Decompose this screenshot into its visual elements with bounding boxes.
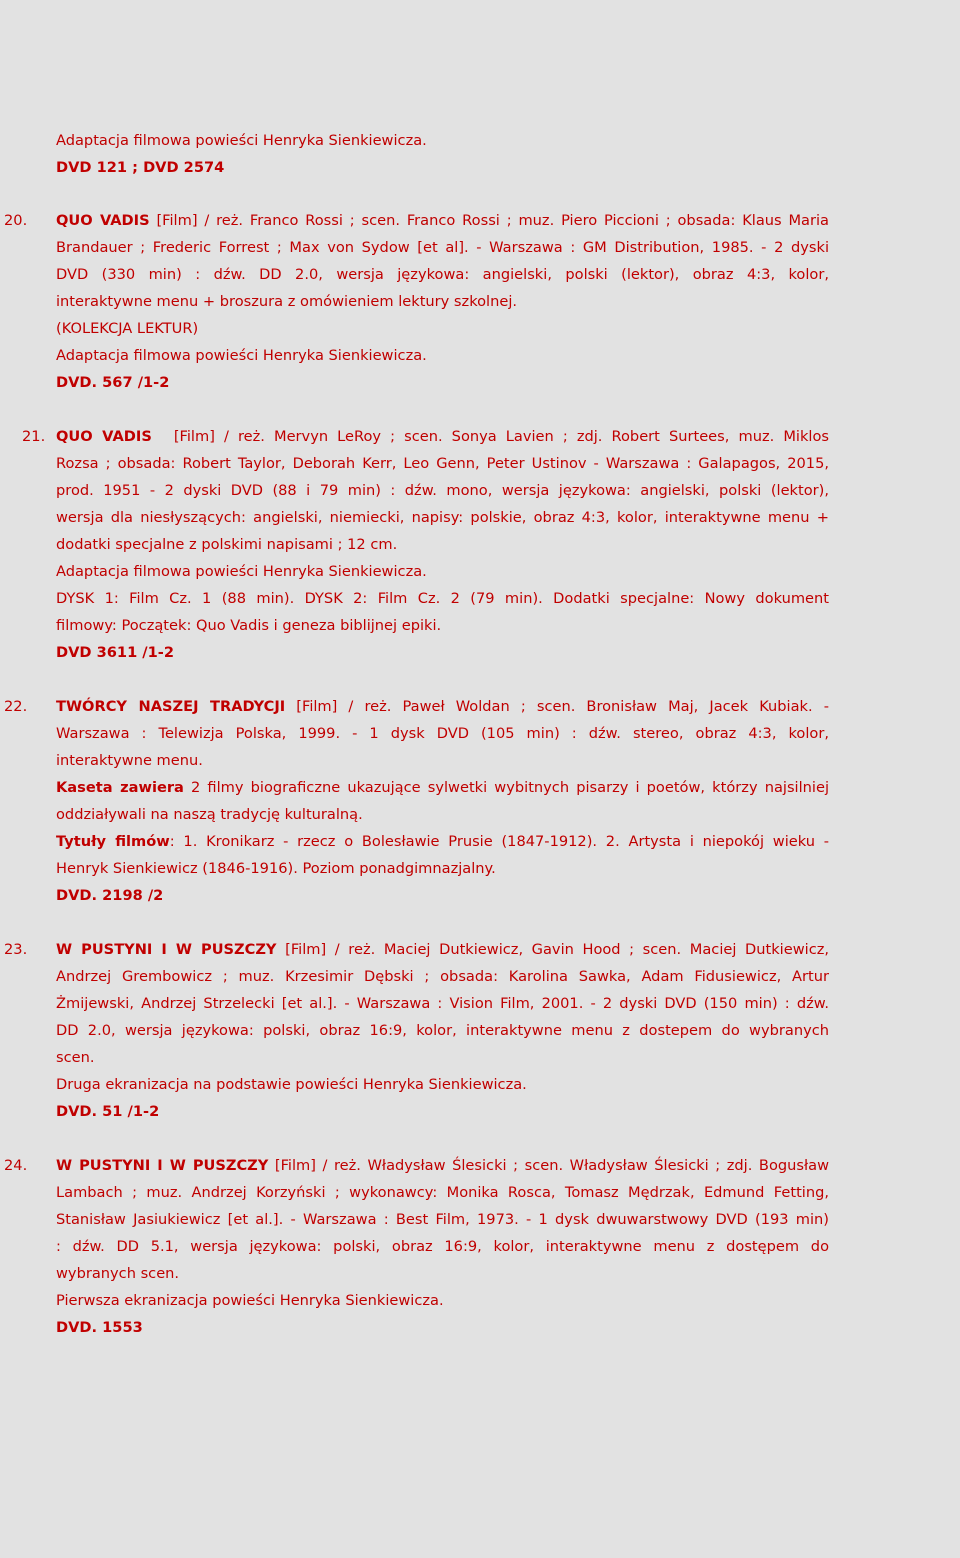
entry-note: Adaptacja filmowa powieści Henryka Sienkiewicza. xyxy=(56,347,427,364)
intro-note: Adaptacja filmowa powieści Henryka Sienkiewicza. xyxy=(56,132,427,149)
entry-line: Warszawa : Telewizja Polska, 1999. - 1 dysk DVD (105 min) : dźw. stereo, obraz 4:3, kolor, xyxy=(56,725,829,742)
entry-number: 20. xyxy=(4,212,28,229)
entry-line: Kaseta zawiera 2 filmy biograficzne ukazujące sylwetki wybitnych pisarzy i poetów, którzy najsilniej xyxy=(56,779,829,796)
intro-call-number: DVD 121 ; DVD 2574 xyxy=(56,159,225,176)
entry-line: Lambach ; muz. Andrzej Korzyński ; wykonawcy: Monika Rosca, Tomasz Mędrzak, Edmund Fetting, xyxy=(56,1184,829,1201)
entry-line: Henryk Sienkiewicz (1846-1916). Poziom ponadgimnazjalny. xyxy=(56,860,496,877)
entry-line: DYSK 1: Film Cz. 1 (88 min). DYSK 2: Film Cz. 2 (79 min). Dodatki specjalne: Nowy dokument xyxy=(56,590,829,607)
entry-title: QUO VADIS xyxy=(56,428,152,445)
entry-line: QUO VADIS [Film] / reż. Franco Rossi ; scen. Franco Rossi ; muz. Piero Piccioni ; obsada: Klaus Maria xyxy=(56,212,830,229)
entry-number: 23. xyxy=(4,941,28,958)
entry-number: 24. xyxy=(4,1157,28,1174)
entry-line: QUO VADIS [Film] / reż. Mervyn LeRoy ; scen. Sonya Lavien ; zdj. Robert Surtees, muz. Miklos xyxy=(56,428,830,445)
entry-line: Rozsa ; obsada: Robert Taylor, Deborah Kerr, Leo Genn, Peter Ustinov - Warszawa : Galapagos, 2015, xyxy=(56,455,829,472)
call-number: DVD. 2198 /2 xyxy=(56,887,164,904)
entry-line: prod. 1951 - 2 dyski DVD (88 i 79 min) : dźw. mono, wersja językowa: angielski, polski (lektor), xyxy=(56,482,829,499)
entry-line: wybranych scen. xyxy=(56,1265,180,1282)
titles-label: Tytuły filmów xyxy=(56,833,170,850)
entry-line: scen. xyxy=(56,1049,95,1066)
entry-line: Żmijewski, Andrzej Strzelecki [et al.]. - Warszawa : Vision Film, 2001. - 2 dyski DVD (150 min) : dźw. xyxy=(56,995,829,1012)
entry-line: DVD (330 min) : dźw. DD 2.0, wersja językowa: angielski, polski (lektor), obraz 4:3, kolor, xyxy=(56,266,829,283)
entry-line: interaktywne menu + broszura z omówieniem lektury szkolnej. xyxy=(56,293,518,310)
entry-title: QUO VADIS xyxy=(56,212,150,229)
entry-line: filmowy: Początek: Quo Vadis i geneza biblijnej epiki. xyxy=(56,617,442,634)
entry-line: interaktywne menu. xyxy=(56,752,203,769)
entry-note: Pierwsza ekranizacja powieści Henryka Sienkiewicza. xyxy=(56,1292,444,1309)
contents-label: Kaseta zawiera xyxy=(56,779,184,796)
entry-line: W PUSTYNI I W PUSZCZY [Film] / reż. Władysław Ślesicki ; scen. Władysław Ślesicki ; zdj. Bogusław xyxy=(56,1157,830,1174)
entry-title: W PUSTYNI I W PUSZCZY xyxy=(56,941,277,958)
call-number: DVD. 51 /1-2 xyxy=(56,1103,160,1120)
entry-line: TWÓRCY NASZEJ TRADYCJI [Film] / reż. Paweł Woldan ; scen. Bronisław Maj, Jacek Kubiak. - xyxy=(56,698,829,715)
entry-line: Stanisław Jasiukiewicz [et al.]. - Warszawa : Best Film, 1973. - 1 dysk dwuwarstwowy DVD (193 min) xyxy=(56,1211,829,1228)
entry-line: : dźw. DD 5.1, wersja językowa: polski, obraz 16:9, kolor, interaktywne menu z dostępem do xyxy=(56,1238,829,1255)
call-number: DVD. 1553 xyxy=(56,1319,143,1336)
entry-line: Andrzej Grembowicz ; muz. Krzesimir Dębski ; obsada: Karolina Sawka, Adam Fidusiewicz, Artur xyxy=(56,968,829,985)
entry-title: TWÓRCY NASZEJ TRADYCJI xyxy=(56,698,286,715)
entry-line: W PUSTYNI I W PUSZCZY [Film] / reż. Maciej Dutkiewicz, Gavin Hood ; scen. Maciej Dutkiewicz, xyxy=(56,941,830,958)
entry-line: oddziaływali na naszą tradycję kulturalną. xyxy=(56,806,363,823)
entry-line: Brandauer ; Frederic Forrest ; Max von Sydow [et al]. - Warszawa : GM Distribution, 1985. - 2 dyski xyxy=(56,239,829,256)
entry-number: 22. xyxy=(4,698,28,715)
call-number: DVD 3611 /1-2 xyxy=(56,644,174,661)
call-number: DVD. 567 /1-2 xyxy=(56,374,170,391)
entry-line: dodatki specjalne z polskimi napisami ; 12 cm. xyxy=(56,536,398,553)
entry-line: Tytuły filmów: 1. Kronikarz - rzecz o Bolesławie Prusie (1847-1912). 2. Artysta i niepokój wieku - xyxy=(56,833,829,850)
entry-line: DD 2.0, wersja językowa: polski, obraz 16:9, kolor, interaktywne menu z dostepem do wybranych xyxy=(56,1022,829,1039)
entry-line: wersja dla niesłyszących: angielski, niemiecki, napisy: polskie, obraz 4:3, kolor, interaktywne menu + xyxy=(56,509,829,526)
entry-note: Druga ekranizacja na podstawie powieści Henryka Sienkiewicza. xyxy=(56,1076,527,1093)
entry-note: Adaptacja filmowa powieści Henryka Sienkiewicza. xyxy=(56,563,427,580)
entry-title: W PUSTYNI I W PUSZCZY xyxy=(56,1157,269,1174)
entry-number: 21. xyxy=(22,428,46,445)
series-note: (KOLEKCJA LEKTUR) xyxy=(56,320,199,337)
